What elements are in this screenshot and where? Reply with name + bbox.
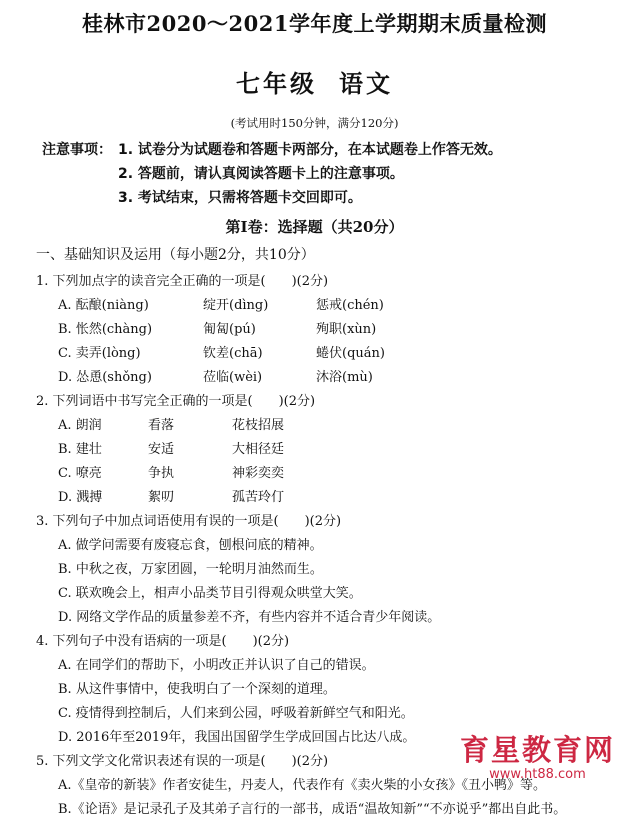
option: 絮叨 [148, 490, 175, 505]
watermark-url: www.ht88.com [489, 767, 586, 782]
option: D. 网络文学作品的质量参差不齐，有些内容并不适合青少年阅读。 [58, 610, 441, 625]
option: D. 溅搏 [58, 490, 103, 505]
part-title: 第Ⅰ卷：选择题（共20分） [225, 218, 404, 236]
exam-title: 桂林市2020～2021学年度上学期期末质量检测 [82, 11, 547, 36]
notes-item-2: 2. 答题前，请认真阅读答题卡上的注意事项。 [118, 166, 404, 182]
option: B. 中秋之夜，万家团圆，一轮明月油然而生。 [58, 562, 323, 577]
question-stem: 5. 下列文学文化常识表述有误的一项是( )(2分) [36, 754, 329, 769]
section-heading: 一、基础知识及运用（每小题2分，共10分） [36, 247, 315, 263]
option: A.《皇帝的新装》作者安徒生，丹麦人，代表作有《卖火柴的小女孩》《丑小鸭》等。 [58, 778, 547, 793]
option: 争执 [148, 466, 175, 481]
option: 钦差(chā) [203, 346, 263, 361]
question-stem: 4. 下列句子中没有语病的一项是( )(2分) [36, 634, 290, 649]
exam-subtitle [0, 64, 629, 99]
option: 殉职(xùn) [316, 322, 377, 337]
option: 莅临(wèi) [203, 370, 263, 385]
option: D. 2016年至2019年，我国出国留学生学成回国占比达八成。 [58, 730, 416, 745]
question-stem: 1. 下列加点字的读音完全正确的一项是( )(2分) [36, 274, 329, 289]
option: 蜷伏(quán) [316, 346, 385, 361]
option: 匍匐(pú) [203, 322, 256, 337]
watermark-logo [460, 728, 615, 782]
option: C. 联欢晚会上，相声小品类节目引得观众哄堂大笑。 [58, 586, 362, 601]
option: 孤苦玲仃 [232, 490, 285, 505]
option: A. 朗润 [58, 418, 102, 433]
question-stem: 3. 下列句子中加点词语使用有误的一项是( )(2分) [36, 514, 342, 529]
option: A. 做学问需要有废寝忘食，刨根问底的精神。 [58, 538, 323, 553]
exam-info: (考试用时150分钟，满分120分) [230, 116, 399, 130]
grade-label: 七年级 [236, 69, 317, 98]
option: B. 怅然(chàng) [58, 322, 153, 337]
option: C. 疫情得到控制后，人们来到公园，呼吸着新鲜空气和阳光。 [58, 706, 414, 721]
option: A. 酝酿(niàng) [58, 298, 149, 313]
option: 安适 [148, 442, 175, 457]
notes-item-3: 3. 考试结束，只需将答题卡交回即可。 [118, 190, 362, 206]
watermark-text: 育星教育网 [459, 733, 615, 767]
option: B. 建壮 [58, 442, 102, 457]
option: 惩戒(chén) [316, 298, 384, 313]
option: A. 在同学们的帮助下，小明改正并认识了自己的错误。 [58, 658, 375, 673]
question-stem: 2. 下列词语中书写完全正确的一项是( )(2分) [36, 394, 316, 409]
option: 大相径廷 [232, 442, 285, 457]
option: B. 从这件事情中，使我明白了一个深刻的道理。 [58, 682, 336, 697]
option: 沐浴(mù) [316, 370, 373, 385]
option: D. 怂恿(shǒng) [58, 370, 152, 385]
subject-label: 语文 [339, 69, 393, 98]
option: 绽开(dìng) [203, 298, 269, 313]
option: C. 嘹亮 [58, 466, 102, 481]
notes-block [42, 138, 502, 210]
option: 看落 [148, 418, 175, 433]
option: B.《论语》是记录孔子及其弟子言行的一部书，成语“温故知新”“不亦说乎”都出自此书。 [58, 802, 567, 817]
notes-label: 注意事项： [42, 142, 112, 158]
notes-item-1: 1. 试卷分为试题卷和答题卡两部分，在本试题卷上作答无效。 [118, 142, 502, 158]
option: C. 卖弄(lòng) [58, 346, 141, 361]
option: 花枝招展 [232, 418, 285, 433]
option: 神彩奕奕 [232, 466, 285, 481]
